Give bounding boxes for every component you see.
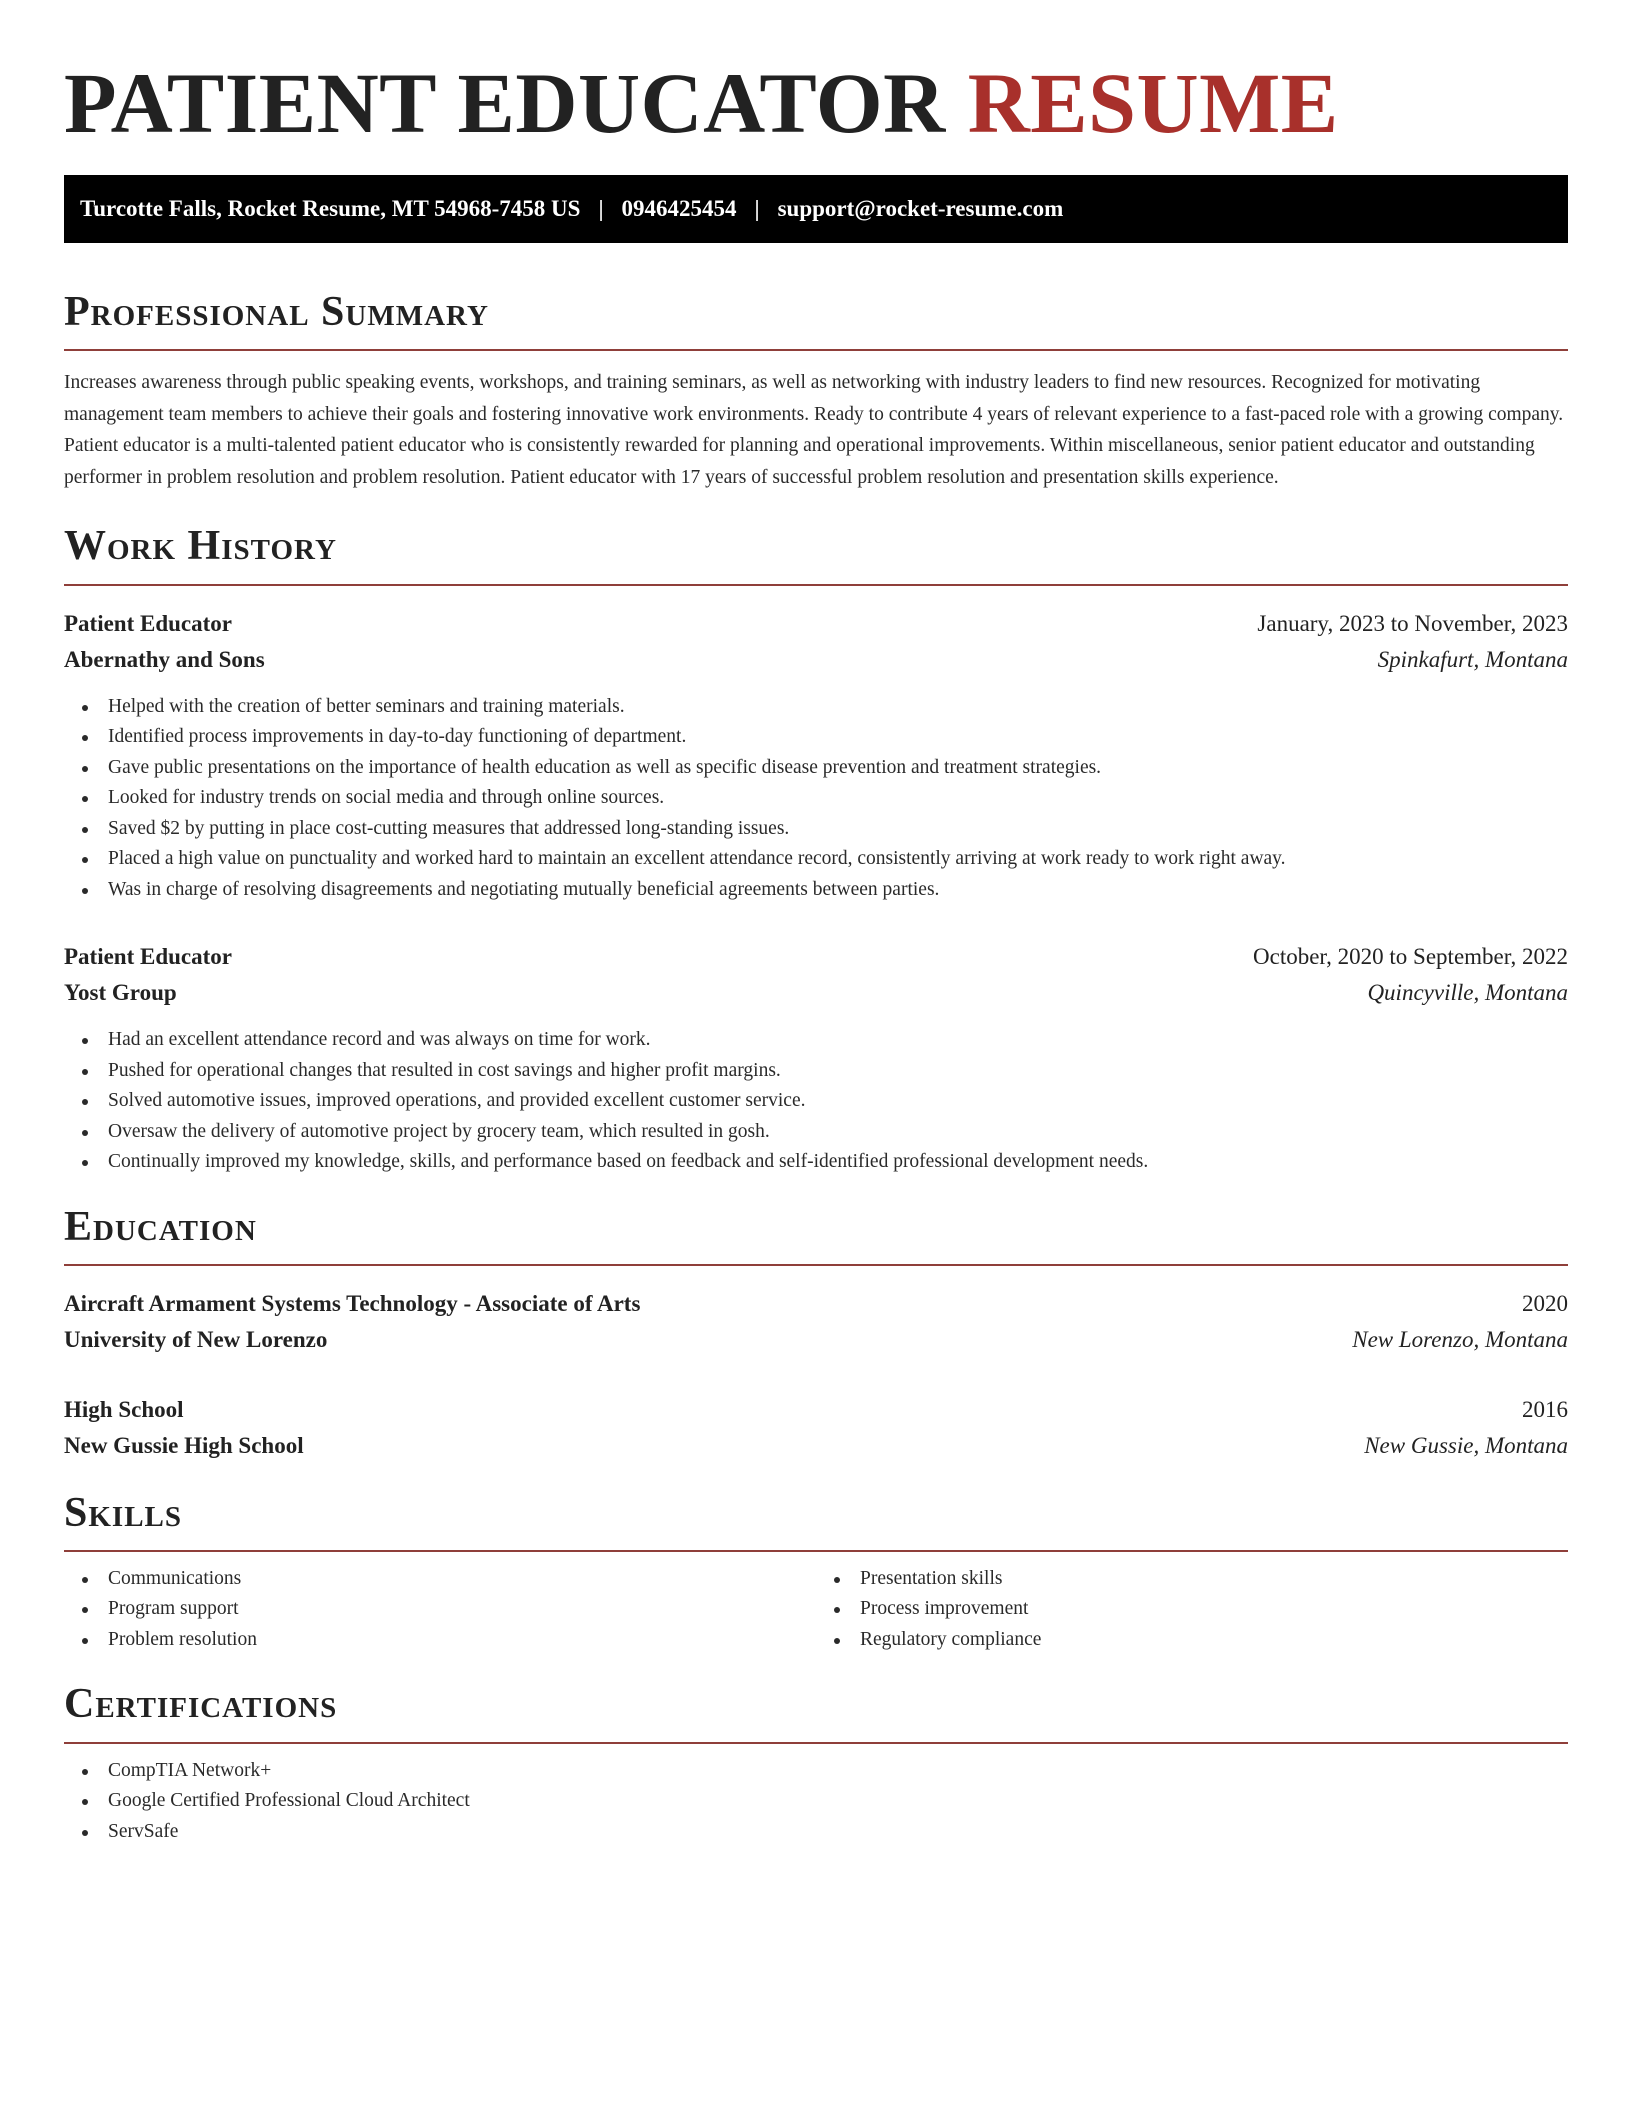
education-subheader — [64, 1322, 1568, 1358]
list-item: Process improvement — [860, 1594, 1568, 1625]
education-entry — [64, 1286, 1568, 1358]
list-item: Placed a high value on punctuality and worked hard to maintain an excellent attendance record, consistently arriving at work ready to work right away. — [108, 844, 1568, 875]
job-location: Quincyville, Montana — [1367, 980, 1568, 1006]
contact-bar — [64, 175, 1568, 243]
education-location: New Gussie, Montana — [1364, 1432, 1568, 1458]
list-item: Communications — [108, 1564, 816, 1595]
contact-separator: | — [754, 196, 760, 222]
list-item: Looked for industry trends on social media and through online sources. — [108, 783, 1568, 814]
section-title-summary: Professional Summary — [64, 289, 1568, 351]
job-dates: January, 2023 to November, 2023 — [1257, 610, 1568, 636]
resume-title — [64, 52, 1568, 155]
education-location: New Lorenzo, Montana — [1352, 1326, 1568, 1352]
job-location: Spinkafurt, Montana — [1377, 646, 1568, 672]
job-company: Yost Group — [64, 980, 177, 1006]
contact-email: support@rocket-resume.com — [777, 196, 1064, 222]
education-header — [64, 1392, 1568, 1428]
contact-phone: 0946425454 — [621, 196, 737, 222]
list-item: Solved automotive issues, improved operations, and provided excellent customer service. — [108, 1086, 1568, 1117]
education-degree: Aircraft Armament Systems Technology - Associate of Arts — [64, 1290, 641, 1316]
work-section — [64, 523, 1568, 1177]
section-title-work: Work History — [64, 523, 1568, 585]
list-item: Was in charge of resolving disagreements and negotiating mutually beneficial agreements between parties. — [108, 875, 1568, 906]
list-item: Pushed for operational changes that resulted in cost savings and higher profit margins. — [108, 1056, 1568, 1087]
list-item: Continually improved my knowledge, skills, and performance based on feedback and self-identified professional development needs. — [108, 1147, 1568, 1178]
job-entry — [64, 606, 1568, 906]
list-item: CompTIA Network+ — [108, 1756, 1568, 1787]
list-item: Had an excellent attendance record and was always on time for work. — [108, 1025, 1568, 1056]
job-bullets — [64, 692, 1568, 906]
contact-address: Turcotte Falls, Rocket Resume, MT 54968-7458 US — [80, 196, 581, 222]
job-dates: October, 2020 to September, 2022 — [1253, 944, 1568, 970]
section-title-certifications: Certifications — [64, 1681, 1568, 1743]
education-subheader — [64, 1428, 1568, 1464]
list-item: Google Certified Professional Cloud Architect — [108, 1786, 1568, 1817]
title-main: PATIENT EDUCATOR — [64, 55, 946, 151]
contact-separator: | — [598, 196, 604, 222]
job-bullets — [64, 1025, 1568, 1178]
summary-section — [64, 289, 1568, 493]
skills-column-right — [816, 1564, 1568, 1656]
section-title-skills: Skills — [64, 1490, 1568, 1552]
education-degree: High School — [64, 1396, 184, 1422]
job-header — [64, 606, 1568, 642]
list-item: Oversaw the delivery of automotive project by grocery team, which resulted in gosh. — [108, 1117, 1568, 1148]
education-school: New Gussie High School — [64, 1432, 304, 1458]
certifications-list — [64, 1756, 1568, 1848]
skills-column-left — [64, 1564, 816, 1656]
summary-text: Increases awareness through public speaking events, workshops, and training seminars, as well as networking with industry leaders to find new resources. Recognized for motivating management team members to achieve their goals and fostering innovative work environments. Ready to contribute 4 years of relevant experience to a fast-paced role with a growing company. Patient educator is a multi-talented patient educator who is consistently rewarded for planning and operational improvements. Within miscellaneous, senior patient educator and outstanding performer in problem resolution and problem resolution. Patient educator with 17 years of successful problem resolution and presentation skills experience. — [64, 372, 1564, 488]
job-title: Patient Educator — [64, 610, 233, 636]
education-section — [64, 1204, 1568, 1464]
certifications-section — [64, 1681, 1568, 1847]
job-header — [64, 939, 1568, 975]
job-title: Patient Educator — [64, 944, 233, 970]
job-subheader — [64, 975, 1568, 1011]
resume-page — [64, 0, 1568, 1847]
list-item: Helped with the creation of better seminars and training materials. — [108, 692, 1568, 723]
job-subheader — [64, 642, 1568, 678]
skills-section — [64, 1490, 1568, 1656]
education-entry — [64, 1392, 1568, 1464]
education-year: 2020 — [1522, 1290, 1568, 1316]
list-item: Problem resolution — [108, 1625, 816, 1656]
education-year: 2016 — [1522, 1396, 1568, 1422]
list-item: ServSafe — [108, 1817, 1568, 1848]
list-item: Gave public presentations on the importance of health education as well as specific disease prevention and treatment strategies. — [108, 753, 1568, 784]
list-item: Regulatory compliance — [860, 1625, 1568, 1656]
list-item: Presentation skills — [860, 1564, 1568, 1595]
skills-grid — [64, 1564, 1568, 1656]
job-entry — [64, 939, 1568, 1178]
title-accent: RESUME — [967, 55, 1339, 151]
list-item: Saved $2 by putting in place cost-cutting measures that addressed long-standing issues. — [108, 814, 1568, 845]
education-header — [64, 1286, 1568, 1322]
list-item: Program support — [108, 1594, 816, 1625]
education-school: University of New Lorenzo — [64, 1326, 328, 1352]
list-item: Identified process improvements in day-to-day functioning of department. — [108, 722, 1568, 753]
section-title-education: Education — [64, 1204, 1568, 1266]
job-company: Abernathy and Sons — [64, 646, 265, 672]
